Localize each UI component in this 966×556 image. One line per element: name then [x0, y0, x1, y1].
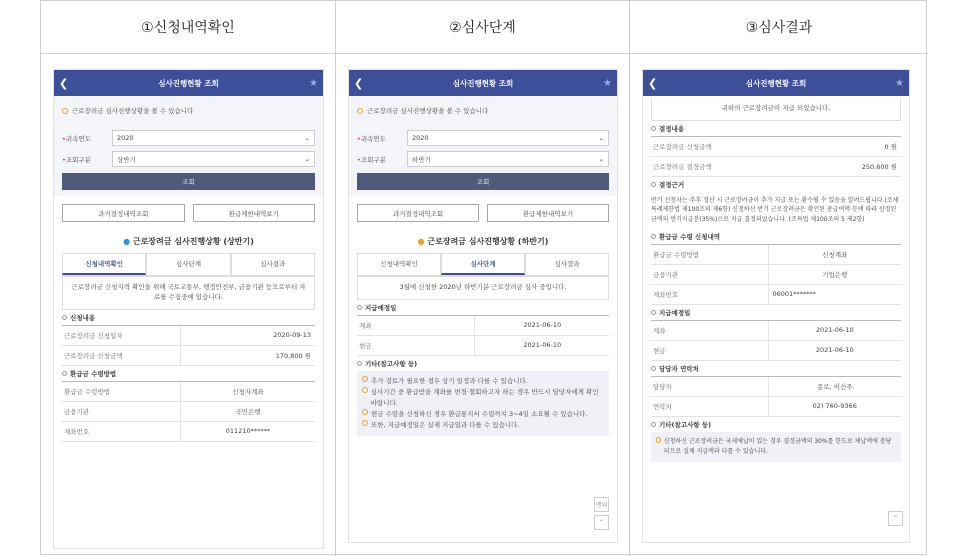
top-bar — [349, 70, 617, 96]
notes-list — [651, 432, 901, 462]
payment-date-table — [357, 315, 609, 356]
payment-date-table — [651, 320, 901, 361]
section-title: 결정근거 — [643, 177, 909, 192]
comparison-frame — [40, 0, 927, 555]
phone-screen-1 — [53, 69, 324, 549]
tab-note: 근로장려금 신청자격 확인을 위해 국토교통부, 행정안전부, 금융기관 등으로부터 자료를 수집중에 있습니다. — [62, 276, 315, 310]
star-icon[interactable]: ★ — [603, 77, 612, 89]
column-heading: ③심사결과 — [630, 1, 928, 54]
screen-title: 심사진행현황 조회 — [158, 78, 219, 88]
refund-limit-button[interactable]: 환급제한내역보기 — [487, 204, 609, 222]
tab-result[interactable]: 심사결과 — [231, 253, 315, 275]
back-icon[interactable]: ❮ — [59, 76, 69, 90]
table-row: 금융기관 기업은행 — [651, 265, 901, 285]
year-select[interactable]: 2020 ⌄ — [407, 130, 609, 146]
decision-basis: 반기 신청자는 추후 정산 시 근로장려금이 추가 지급 또는 환수될 수 있음을 알려드립니다.(조세특례제한법 제100조의 제6항) 신청하신 반기 근로장려금은 확인된 총급여액 등에 따라 산정된 금액의 반기지급분(35%)으로 지급 결정되었습니다. (조특법 제100조의 5 제2항) — [651, 196, 899, 223]
search-button[interactable]: 조회 — [357, 173, 609, 190]
past-decision-button[interactable]: 과거결정내역조회 — [62, 204, 185, 222]
section-title: 기타(참고사항 등) — [349, 356, 617, 371]
decision-table — [651, 136, 901, 177]
past-decision-button[interactable]: 과거결정내역조회 — [357, 204, 479, 222]
scroll-top-button[interactable]: 맨위 — [594, 497, 609, 512]
status-title: ● 근로장려금 심사진행상황 (하반기) — [417, 237, 549, 246]
column-heading: ②심사단계 — [336, 1, 629, 54]
search-panel: 근로장려금 심사진행상황을 볼 수 있습니다 •귀속연도 2020 ⌄ •조회구분 하반기 ⌄ 조회 — [349, 96, 617, 196]
tab-result[interactable]: 심사결과 — [525, 253, 609, 275]
column-heading: ①신청내역확인 — [41, 1, 335, 54]
tab-application[interactable]: 신청내역확인 — [62, 253, 146, 275]
column-1 — [41, 1, 336, 556]
table-row: 금융기관 국민은행 — [62, 402, 315, 422]
table-row: 계좌번호 06001******* — [651, 285, 901, 305]
application-table — [62, 325, 315, 366]
list-item: 신청하신 근로장려금은 국세체납이 있는 경우 결정금액의 30%를 한도로 체납액에 충당되므로 실제 지급액과 다를 수 있습니다. — [656, 437, 896, 457]
tab-review[interactable]: 심사단계 — [146, 253, 230, 275]
search-button[interactable]: 조회 — [62, 173, 315, 190]
section-title: 기타(참고사항 등) — [643, 417, 909, 432]
column-3 — [630, 1, 928, 556]
screen-title: 심사진행현황 조회 — [745, 78, 807, 88]
type-select[interactable]: 하반기 ⌄ — [407, 151, 609, 167]
table-row: 계좌번호 011210****** — [62, 422, 315, 442]
table-row: 근로장려금 신청금액 0 원 — [651, 137, 901, 157]
section-title: 담당자 연락처 — [643, 361, 909, 376]
section-title: 결정내용 — [643, 121, 909, 136]
table-row: 현금 2021-06-10 — [651, 341, 901, 361]
tab-note: 3월에 신청한 2020년 하반기분 근로장려금 심사 중입니다. — [357, 276, 609, 300]
list-item: 심사기간 중 환급받을 계좌를 변경·철회하고자 하는 경우 반드시 담당자에게 확인 바랍니다. — [362, 387, 604, 409]
list-item: 현금 수령을 신청하신 경우 환급통지서 수령까지 3~4일 소요될 수 있습니다. — [362, 409, 604, 420]
table-row: 현금 2021-06-10 — [357, 336, 609, 356]
table-row: 환급금 수령방법 신청계좌 — [651, 245, 901, 265]
chevron-down-icon: ⌄ — [304, 134, 310, 142]
chevron-up-icon[interactable]: ⌃ — [594, 515, 609, 530]
year-label: 귀속연도 — [65, 134, 91, 143]
section-title: 지급예정일 — [643, 305, 909, 320]
top-bar — [54, 70, 323, 96]
table-row: 연락처 02) 760-9366 — [651, 397, 901, 417]
table-row: 계좌 2021-06-10 — [651, 321, 901, 341]
info-icon — [357, 108, 363, 114]
column-2 — [336, 1, 630, 556]
refund-limit-button[interactable]: 환급제한내역보기 — [193, 204, 316, 222]
section-title: 신청내용 — [54, 310, 323, 325]
table-row: 근로장려금 신청금액 170,800 원 — [62, 346, 315, 366]
tab-application[interactable]: 신청내역확인 — [357, 253, 441, 275]
phone-screen-2 — [348, 69, 618, 543]
notes-list — [357, 371, 609, 436]
contact-table — [651, 376, 901, 417]
table-row: 담당자 종로, 이선주 — [651, 377, 901, 397]
year-select[interactable]: 2020 ⌄ — [112, 130, 315, 146]
type-label: 조회구분 — [360, 155, 386, 164]
notice-text: 근로장려금 심사진행상황을 볼 수 있습니다 — [367, 107, 489, 115]
section-title: 환급금 수령방법 — [54, 366, 323, 381]
table-row: 계좌 2021-06-10 — [357, 316, 609, 336]
back-icon[interactable]: ❮ — [648, 76, 658, 90]
year-label: 귀속연도 — [360, 134, 386, 143]
tab-bar — [357, 253, 609, 276]
list-item: 추가 검토가 필요한 경우 상기 일정과 다를 수 있습니다. — [362, 376, 604, 387]
back-icon[interactable]: ❮ — [354, 76, 364, 90]
tab-review[interactable]: 심사단계 — [441, 253, 525, 275]
table-row: 환급금 수령방법 신청자계좌 — [62, 382, 315, 402]
tab-bar — [62, 253, 315, 276]
screen-title: 심사진행현황 조회 — [452, 78, 514, 88]
search-panel: 근로장려금 심사진행상황을 볼 수 있습니다 •귀속연도 2020 ⌄ •조회구분 상반기 ⌄ 조회 — [54, 96, 323, 196]
type-label: 조회구분 — [65, 155, 91, 164]
table-row: 근로장려금 결정금액 250,600 원 — [651, 157, 901, 177]
section-title: 환급금 수령 신청내역 — [643, 229, 909, 244]
info-icon — [62, 108, 68, 114]
type-select[interactable]: 상반기 ⌄ — [112, 151, 315, 167]
chevron-down-icon: ⌄ — [304, 155, 310, 163]
table-row: 근로장려금 신청일자 2020-09-13 — [62, 326, 315, 346]
notice-text: 근로장려금 심사진행상황을 볼 수 있습니다 — [72, 107, 194, 115]
status-title: ● 근로장려금 심사진행상황 (상반기) — [123, 237, 254, 246]
top-bar — [643, 70, 909, 96]
refund-table — [651, 244, 901, 305]
chevron-down-icon: ⌄ — [598, 134, 604, 142]
scroll-top-button[interactable]: ⌃ — [888, 511, 903, 526]
phone-screen-3 — [642, 69, 910, 543]
star-icon[interactable]: ★ — [895, 77, 904, 89]
star-icon[interactable]: ★ — [309, 77, 318, 89]
list-item: 또한, 지급예정일은 실제 지급일과 다를 수 있습니다. — [362, 420, 604, 431]
section-title: 지급예정일 — [349, 300, 617, 315]
refund-table — [62, 381, 315, 442]
chevron-down-icon: ⌄ — [598, 155, 604, 163]
result-note: 귀하의 근로장려금이 지급 되었습니다. — [651, 98, 901, 121]
